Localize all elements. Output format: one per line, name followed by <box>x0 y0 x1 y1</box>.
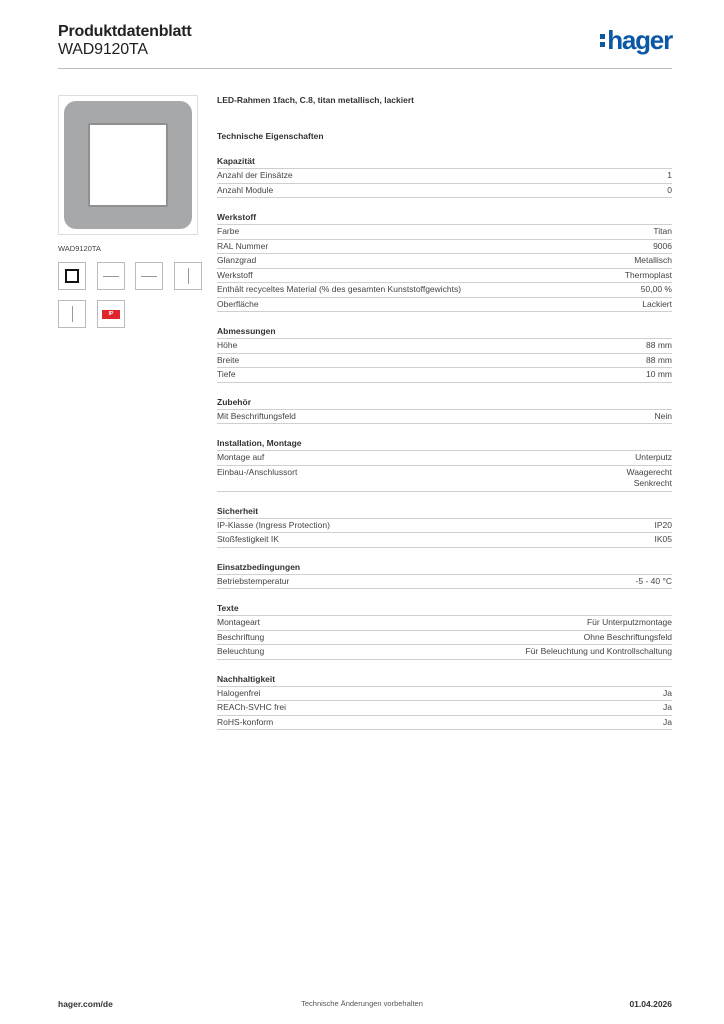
property-value: 88 mm <box>646 354 672 365</box>
property-row <box>217 466 672 492</box>
property-row <box>217 254 672 269</box>
product-name: LED-Rahmen 1fach, C.8, titan metallisch, lackiert <box>217 95 414 105</box>
thumbnail-front-view[interactable] <box>58 262 86 290</box>
footer-website: hager.com/de <box>58 999 113 1009</box>
ip-label-icon: IP <box>102 310 120 319</box>
product-code: WAD9120TA <box>58 41 148 58</box>
property-row <box>217 687 672 702</box>
property-value: 9006 <box>653 240 672 251</box>
property-value: Ohne Beschriftungsfeld <box>583 631 672 642</box>
property-value: Lackiert <box>642 298 672 309</box>
property-section <box>217 211 672 312</box>
property-label: REACh-SVHC frei <box>217 702 286 712</box>
section-title: Kapazität <box>217 155 672 169</box>
image-caption: WAD9120TA <box>58 244 101 253</box>
property-label: Stoßfestigkeit IK <box>217 534 279 544</box>
property-row <box>217 283 672 298</box>
property-section <box>217 561 672 590</box>
property-value: 1 <box>667 170 672 180</box>
property-label: RoHS-konform <box>217 716 274 727</box>
property-section <box>217 396 672 425</box>
property-row <box>217 240 672 255</box>
thumbnail-side-view[interactable] <box>174 262 202 290</box>
frame-illustration <box>64 101 192 229</box>
property-section <box>217 602 672 660</box>
property-section <box>217 437 672 492</box>
property-value: Metallisch <box>634 255 672 265</box>
property-label: Montageart <box>217 617 260 627</box>
thumbnail-side-view-2[interactable] <box>58 300 86 328</box>
product-image <box>58 95 198 235</box>
property-label: RAL Nummer <box>217 240 269 251</box>
property-label: Beleuchtung <box>217 646 265 656</box>
section-title: Sicherheit <box>217 505 672 519</box>
property-value: 50,00 % <box>640 284 672 294</box>
property-label: Oberfläche <box>217 298 259 309</box>
property-row <box>217 298 672 313</box>
property-value: Für Unterputzmontage <box>586 617 672 627</box>
property-row <box>217 269 672 284</box>
property-label: Anzahl der Einsätze <box>217 170 293 180</box>
property-label: Glanzgrad <box>217 255 257 265</box>
properties-heading: Technische Eigenschaften <box>217 131 324 141</box>
frame-opening <box>88 123 168 207</box>
property-section <box>217 505 672 548</box>
thumbnail-ip-label[interactable] <box>97 300 125 328</box>
product-details <box>217 95 672 730</box>
property-value: Thermoplast <box>624 269 672 280</box>
property-value: 88 mm <box>646 340 672 350</box>
section-title: Nachhaltigkeit <box>217 673 672 687</box>
property-label: Farbe <box>217 226 240 236</box>
property-row <box>217 339 672 354</box>
property-row <box>217 184 672 199</box>
document-title: Produktdatenblatt <box>58 23 192 40</box>
property-value: IP20 <box>654 519 672 530</box>
property-row <box>217 631 672 646</box>
property-label: Breite <box>217 354 240 365</box>
property-label: Höhe <box>217 340 238 350</box>
vertical-line-icon <box>188 268 189 284</box>
property-row <box>217 368 672 383</box>
property-label: Einbau-/Anschlussort <box>217 466 298 477</box>
horizontal-line-icon <box>103 276 119 277</box>
footer-date: 01.04.2026 <box>629 999 672 1009</box>
property-value: Waagerecht Senkrecht <box>626 466 672 488</box>
property-label: Werkstoff <box>217 269 253 280</box>
property-value: Für Beleuchtung und Kontrollschaltung <box>525 646 672 656</box>
property-value: IK05 <box>654 534 672 544</box>
property-row <box>217 575 672 590</box>
page-header <box>58 20 672 68</box>
section-title: Einsatzbedingungen <box>217 561 672 575</box>
property-row <box>217 410 672 425</box>
property-sections <box>217 155 672 730</box>
property-row <box>217 169 672 184</box>
property-value: 10 mm <box>646 369 672 379</box>
property-value: -5 - 40 °C <box>635 575 672 586</box>
property-value: Ja <box>663 687 672 698</box>
thumbnail-top-view[interactable] <box>97 262 125 290</box>
thumbnail-bottom-view[interactable] <box>135 262 163 290</box>
hager-logo <box>600 26 672 54</box>
section-title: Texte <box>217 602 672 616</box>
property-section <box>217 673 672 731</box>
property-row <box>217 716 672 731</box>
property-label: Betriebstemperatur <box>217 575 290 586</box>
property-row <box>217 645 672 660</box>
footer-notice: Technische Änderungen vorbehalten <box>301 999 423 1008</box>
vertical-line-icon <box>72 306 73 322</box>
property-label: Mit Beschriftungsfeld <box>217 410 296 421</box>
property-label: Enthält recyceltes Material (% des gesamten Kunststoffgewichts) <box>217 284 462 294</box>
property-row <box>217 616 672 631</box>
logo-dots-icon <box>600 34 605 50</box>
property-row <box>217 533 672 548</box>
property-row <box>217 451 672 466</box>
section-title: Abmessungen <box>217 325 672 339</box>
header-divider <box>58 68 672 69</box>
property-row <box>217 701 672 716</box>
property-value: Ja <box>663 702 672 712</box>
property-section <box>217 325 672 383</box>
property-value: Titan <box>653 226 672 236</box>
property-label: Anzahl Module <box>217 184 274 195</box>
property-row <box>217 519 672 534</box>
property-row <box>217 225 672 240</box>
property-section <box>217 155 672 198</box>
property-label: Montage auf <box>217 452 265 462</box>
property-label: Halogenfrei <box>217 687 261 698</box>
section-title: Zubehör <box>217 396 672 410</box>
property-value: Unterputz <box>635 452 672 462</box>
property-value: Ja <box>663 716 672 727</box>
square-frame-icon <box>65 269 79 283</box>
property-label: Tiefe <box>217 369 236 379</box>
section-title: Installation, Montage <box>217 437 672 451</box>
property-label: Beschriftung <box>217 631 265 642</box>
property-value: 0 <box>667 184 672 195</box>
logo-text: hager <box>607 25 672 55</box>
property-label: IP-Klasse (Ingress Protection) <box>217 519 330 530</box>
property-value: Nein <box>654 410 672 421</box>
section-title: Werkstoff <box>217 211 672 225</box>
property-row <box>217 354 672 369</box>
horizontal-line-icon <box>141 276 157 277</box>
